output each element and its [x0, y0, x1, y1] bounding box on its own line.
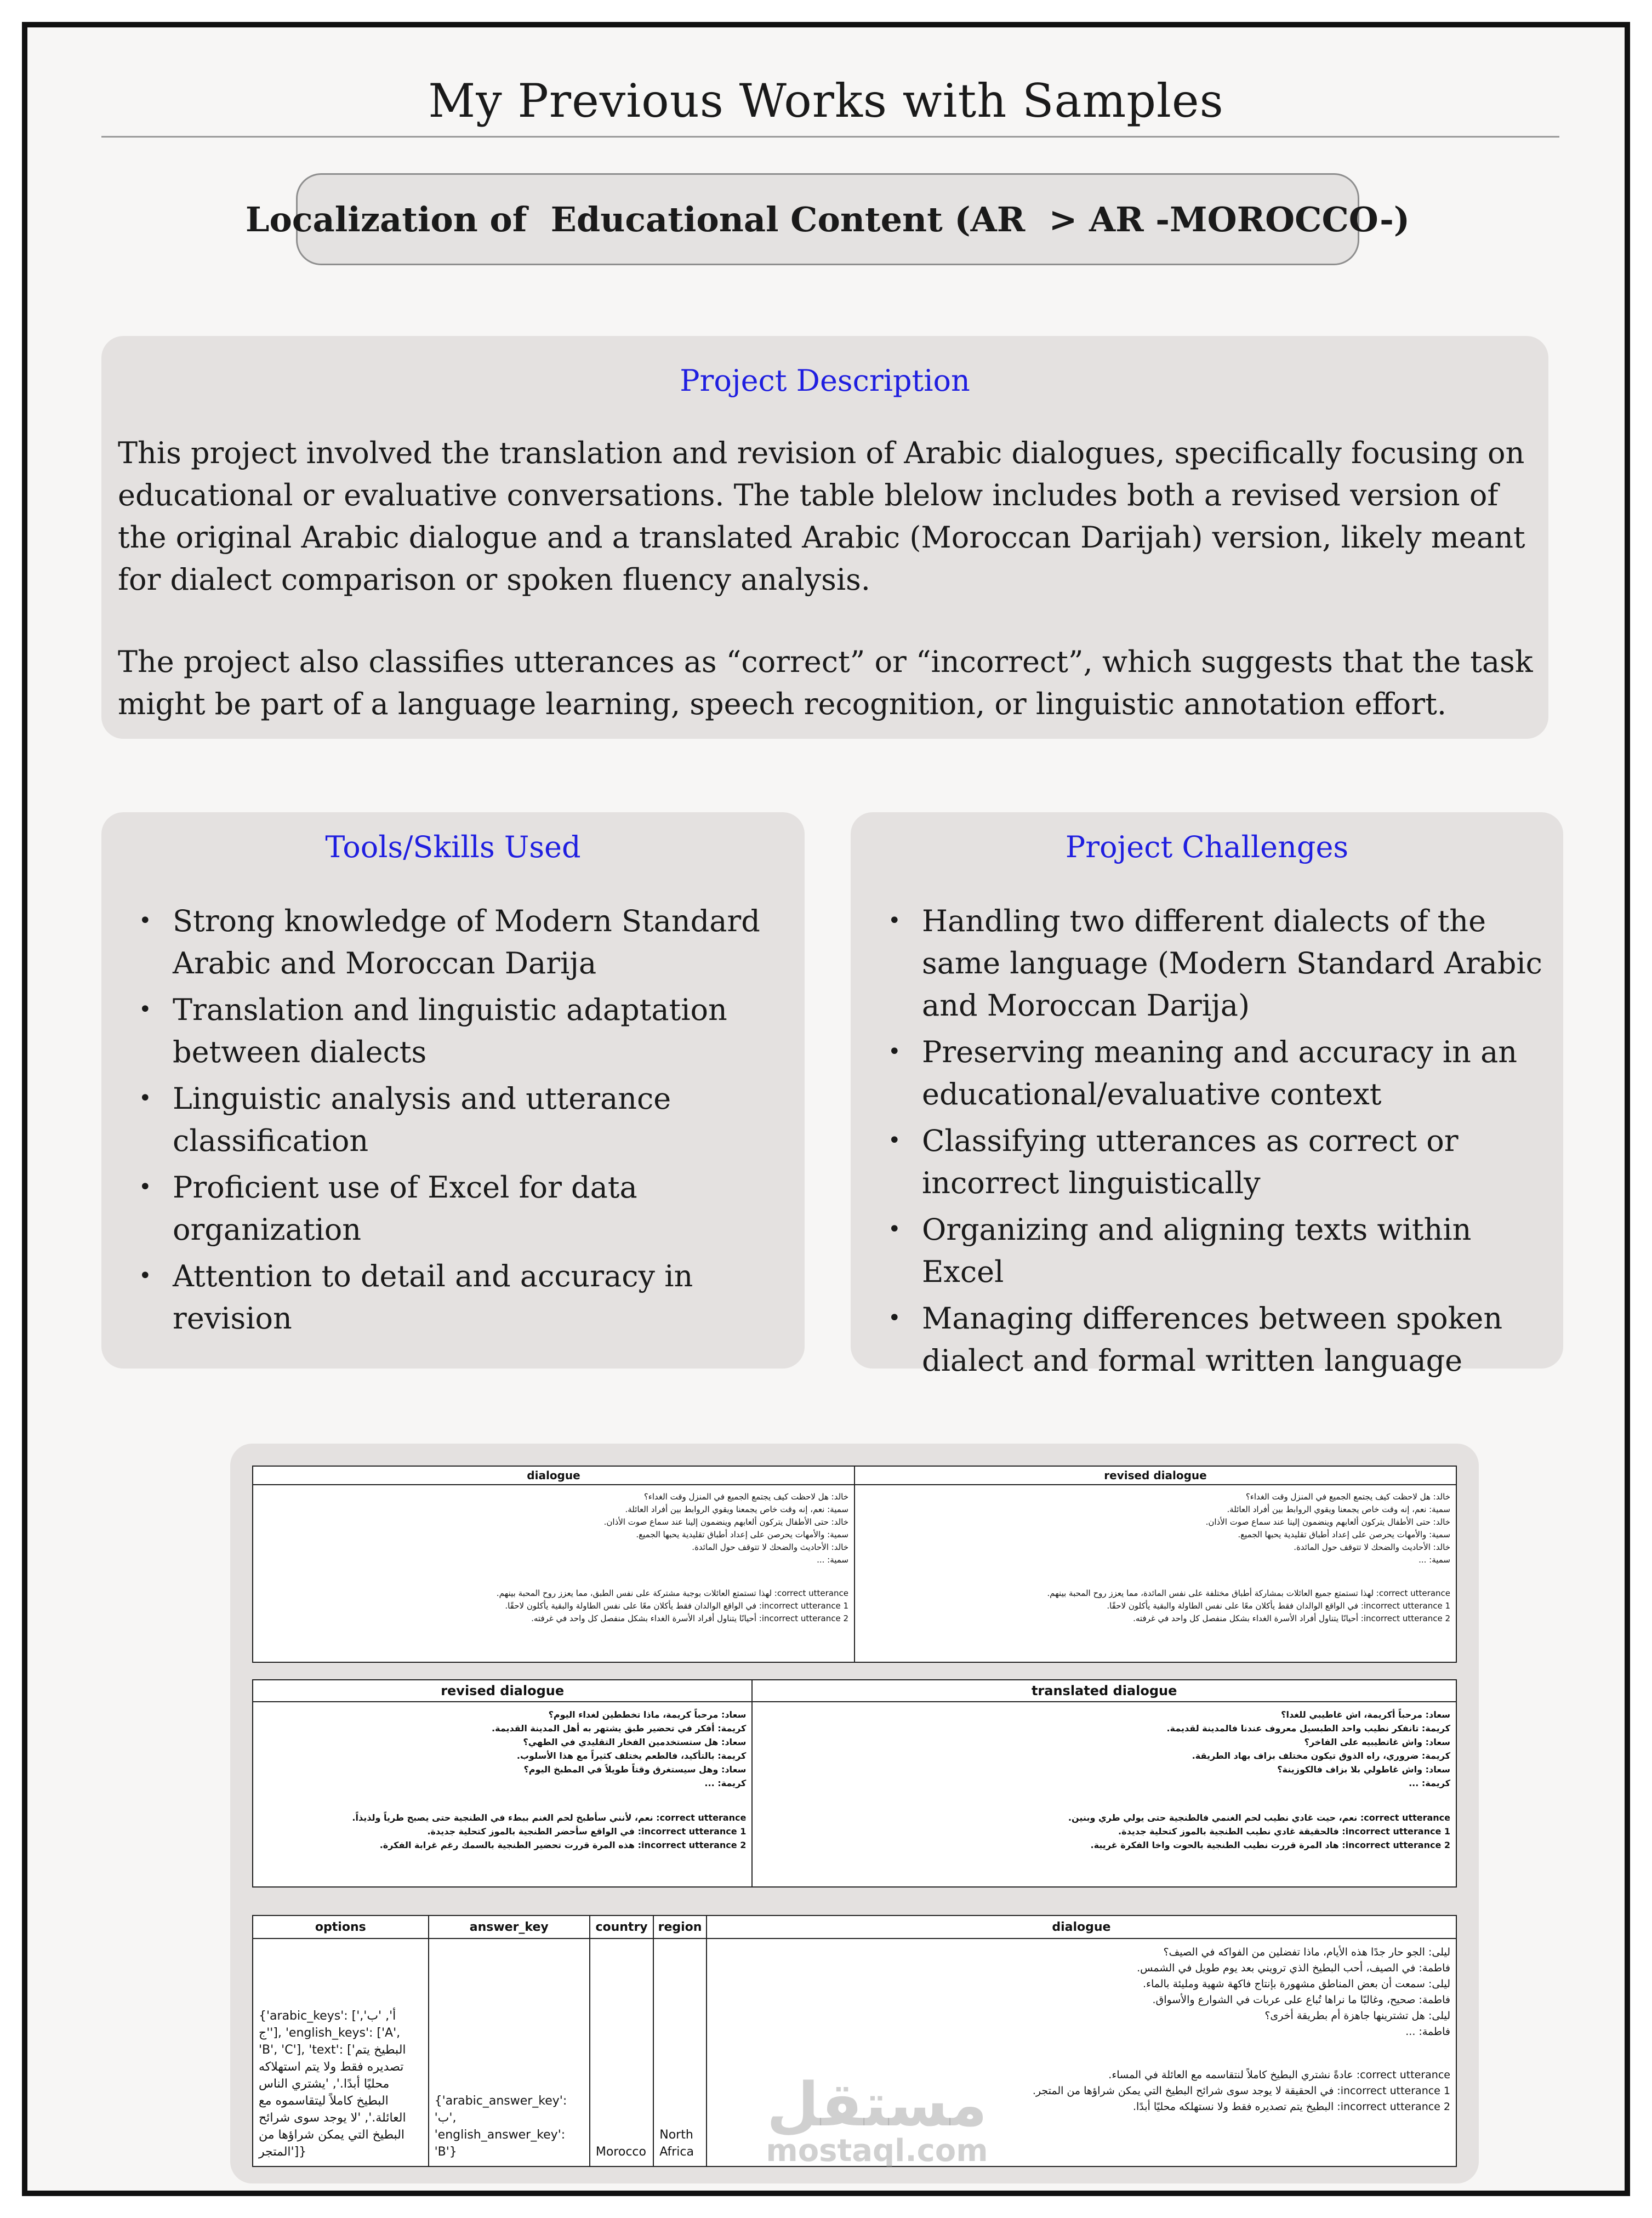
column-header: dialogue: [707, 1915, 1456, 1938]
dialogue-cell: [253, 1485, 855, 1662]
utterance-label: correct utterance: [777, 1588, 848, 1598]
bullet-icon: •: [888, 1305, 901, 1331]
bullet-icon: •: [888, 1128, 901, 1153]
utterance-label: incorrect utterance 1: [1340, 2085, 1450, 2097]
dialogue-line: كريمة: أفكر في تحضير طبق يشتهر به أهل المدينة القديمة.: [492, 1723, 747, 1734]
utterance-line: correct utterance: لهذا تستمتع العائلات بوجبة مشتركة على نفس الطبق، مما يعزز روح المحبة بينهم.: [496, 1588, 848, 1598]
dialogue-line: سعاد: مرحباً أكريمة، اش غاطيبي للغدا؟: [1281, 1709, 1450, 1720]
dialogue-line: سعاد: واش غاطولي بلا بزاف فالكوزينة؟: [1277, 1764, 1450, 1775]
dialogue-line: كريمة: بالتأكيد، فالطعم يختلف كثيراً مع هذا الأسلوب.: [516, 1751, 747, 1761]
utterance-line: incorrect utterance 1: في الواقع الوالدان فقط يأكلان معًا على نفس الطاولة والبقية يأكلون لاحقًا.: [505, 1601, 848, 1611]
dialogue-line: ليلى: الجو حار جدًا هذه الأيام، ماذا تفضلين من الفواكه في الصيف؟: [1163, 1946, 1450, 1958]
list-item: • Managing differences between spoken dialect and formal written language: [884, 1297, 1552, 1382]
description-heading: Project Description: [680, 363, 970, 398]
dialogue-line: سمية: ...: [817, 1555, 848, 1565]
utterance-line: incorrect utterance 2: أحيانًا يتناول أفراد الأسرة الغداء بشكل منفصل كل واحد في غرفته.: [531, 1613, 848, 1623]
utterance-line: incorrect utterance 2: هاد المرة قررت نطيب الطنجية بالحوت واخا الفكرة غريبة.: [1090, 1840, 1450, 1850]
description-paragraph-2: The project also classifies utterances as “correct” or “incorrect”, which suggests that the task might be part of a language learning, speech recognition, or linguistic annotation effort.: [118, 645, 1533, 721]
dialogue-line: سعاد: مرحباً كريمة، ماذا تخططين لغداء اليوم؟: [548, 1709, 747, 1720]
dialogue-line: سمية: نعم، إنه وقت خاص يجمعنا ويقوي الروابط بين أفراد العائلة.: [625, 1504, 848, 1514]
challenges-list: [884, 900, 1552, 1386]
project-title-box: Localization of Educational Content (AR > AR -MOROCCO-): [296, 173, 1359, 265]
page-title: My Previous Works with Samples: [428, 74, 1224, 128]
utterance-label: correct utterance: [1360, 2069, 1450, 2081]
utterance-label: incorrect utterance 2: [641, 1840, 747, 1850]
answer-key-cell: {'arabic_answer_key': 'ب', 'english_answer_key': 'B'}: [429, 1938, 590, 2166]
utterance-label: incorrect utterance 2: [1363, 1613, 1450, 1623]
column-header: revised dialogue: [253, 1680, 752, 1702]
bullet-icon: •: [139, 1263, 152, 1288]
bullet-icon: •: [139, 908, 152, 933]
mostaql-watermark: [740, 2069, 1014, 2169]
utterance-label: correct utterance: [659, 1812, 747, 1823]
dialogue-line: خالد: حتى الأطفال يتركون ألعابهم وينضمون إلينا عند سماع صوت الأذان.: [603, 1517, 848, 1527]
dialogue-line: كريمة: ضروري، راه الذوق تيكون مختلف بزاف بهاد الطريقة.: [1192, 1751, 1450, 1761]
utterance-line: incorrect utterance 2: البطيخ يتم تصديره فقط ولا نستهلكه محليًا أبدًا.: [1132, 2101, 1450, 2113]
utterance-label: correct utterance: [1364, 1812, 1450, 1823]
project-description-card: [101, 336, 1548, 739]
utterance-line: correct utterance: نعم، لأنني سأطبخ لحم الغنم ببطء في الطنجية حتى يصبح طرياً ولذيذاً.: [352, 1812, 747, 1823]
utterance-label: incorrect utterance 2: [1345, 1840, 1450, 1850]
dialogue-line: سعاد: هل ستستخدمين الفخار التقليدي في الطهي؟: [523, 1737, 747, 1747]
list-item: • Handling two different dialects of the same language (Modern Standard Arabic and Moroccan Darija): [884, 900, 1552, 1027]
country-cell: Morocco: [590, 1938, 653, 2166]
utterance-label: incorrect utterance 2: [1340, 2101, 1450, 2113]
dialogue-line: خالد: الأحاديث والضحك لا تتوقف حول المائدة.: [1294, 1542, 1450, 1552]
list-item: • Translation and linguistic adaptation between dialects: [134, 989, 797, 1073]
dialogue-line: سعاد: وهل سيستغرق وقتاً طويلاً في المطبخ اليوم؟: [523, 1764, 747, 1775]
dialogue-line: سمية: نعم، إنه وقت خاص يجمعنا ويقوي الروابط بين أفراد العائلة.: [1227, 1504, 1450, 1514]
sample-table-1: [252, 1466, 1457, 1663]
utterance-label: incorrect utterance 1: [1363, 1601, 1450, 1611]
column-header: region: [653, 1915, 707, 1938]
list-item: • Attention to detail and accuracy in revision: [134, 1255, 797, 1339]
column-header: dialogue: [253, 1466, 855, 1485]
sample-table-2: [252, 1679, 1457, 1888]
list-item: • Classifying utterances as correct or incorrect linguistically: [884, 1120, 1552, 1204]
bullet-icon: •: [139, 1086, 152, 1111]
utterance-line: correct utterance: لهذا تستمتع جميع العائلات بمشاركة أطباق مختلفة على نفس المائدة، مما يعزز روح المحبة بينهم.: [1047, 1588, 1450, 1598]
tools-skills-card: [101, 812, 805, 1369]
dialogue-line: كريمة: ...: [1409, 1778, 1450, 1788]
utterance-label: incorrect utterance 2: [761, 1613, 848, 1623]
utterance-line: incorrect utterance 1: في الواقع سأحضر الطنجية بالموز كتحلية جديدة.: [427, 1826, 747, 1837]
column-header: translated dialogue: [752, 1680, 1456, 1702]
dialogue-line: خالد: حتى الأطفال يتركون ألعابهم وينضمون إلينا عند سماع صوت الأذان.: [1205, 1517, 1450, 1527]
dialogue-line: ليلى: سمعت أن بعض المناطق مشهورة بإنتاج فاكهة شهية ومليئة بالماء.: [1142, 1978, 1450, 1990]
revised-dialogue-cell: [253, 1702, 752, 1887]
dialogue-line: خالد: الأحاديث والضحك لا تتوقف حول المائدة.: [692, 1542, 848, 1552]
utterance-line: correct utterance: نعم، حيت غادي نطيب لحم الغنمي فالطنجية حتى يولي طري وبنين.: [1068, 1812, 1450, 1823]
revised-dialogue-cell: [855, 1485, 1456, 1662]
column-header: revised dialogue: [855, 1466, 1456, 1485]
dialogue-line: سمية: والأمهات يحرصن على إعداد أطباق تقليدية يحبها الجميع.: [636, 1530, 848, 1540]
utterance-line: correct utterance: عادةً نشتري البطيخ كاملاً لنتقاسمه مع العائلة في المساء.: [1108, 2069, 1450, 2081]
project-challenges-card: [851, 812, 1563, 1378]
utterance-label: incorrect utterance 1: [641, 1826, 747, 1837]
dialogue-line: كريمة: تانفكر نطيب واحد الطبسيل معروف عندنا فالمدينة لقديمة.: [1166, 1723, 1450, 1734]
utterance-line: incorrect utterance 2: أحيانًا يتناول أفراد الأسرة الغداء بشكل منفصل كل واحد في غرفته.: [1133, 1613, 1450, 1623]
dialogue-line: سمية: والأمهات يحرصن على إعداد أطباق تقليدية يحبها الجميع.: [1238, 1530, 1450, 1540]
tools-list: [134, 900, 797, 1344]
column-header: answer_key: [429, 1915, 590, 1938]
utterance-line: incorrect utterance 2: هذه المرة قررت تحضير الطنجية بالسمك رغم غرابة الفكرة.: [379, 1840, 747, 1850]
list-item: • Organizing and aligning texts within Excel: [884, 1208, 1552, 1293]
dialogue-line: فاطمة: ...: [1405, 2026, 1450, 2038]
sample-sheet-1: [252, 1466, 1457, 1663]
utterance-label: incorrect utterance 1: [761, 1601, 848, 1611]
description-paragraph-1: This project involved the translation and revision of Arabic dialogues, specifically focusing on educational or evaluative conversations. The table blelow includes both a revised version of the original Arabic dialogue and a translated Arabic (Moroccan Darijah) version, likely meant for dialect comparison or spoken fluency analysis.: [118, 436, 1525, 597]
dialogue-line: كريمة: ...: [704, 1778, 747, 1788]
page-frame: [22, 22, 1630, 2196]
utterance-line: incorrect utterance 1: في الواقع الوالدان فقط يأكلان معًا على نفس الطاولة والبقية يأكلون لاحقًا.: [1107, 1601, 1450, 1611]
column-header: country: [590, 1915, 653, 1938]
utterance-line: incorrect utterance 1: في الحقيقة لا يوجد سوى شرائح البطيخ التي يمكن شراؤها من المتجر.: [1032, 2085, 1450, 2097]
dialogue-line: فاطمة: صحيح، وغالبًا ما نراها تُباع على عربات في الشوارع والأسواق.: [1152, 1994, 1450, 2006]
tools-heading: Tools/Skills Used: [325, 830, 581, 864]
dialogue-line: خالد: هل لاحظت كيف يجتمع الجميع في المنزل وقت الغداء؟: [1245, 1492, 1450, 1502]
list-item: • Preserving meaning and accuracy in an educational/evaluative context: [884, 1031, 1552, 1115]
utterance-line: incorrect utterance 1: فالحقيقة غادي نطيب الطنجية بالموز كتحلية جديدة.: [1118, 1826, 1450, 1837]
list-item: • Strong knowledge of Modern Standard Arabic and Moroccan Darija: [134, 900, 797, 984]
dialogue-line: فاطمة: في الصيف، أحب البطيخ الذي ترويني بعد يوم طويل في الشمس.: [1137, 1962, 1450, 1974]
dialogue-line: سمية: ...: [1419, 1555, 1450, 1565]
list-item: • Proficient use of Excel for data organization: [134, 1166, 797, 1251]
list-item: • Linguistic analysis and utterance classification: [134, 1077, 797, 1162]
bullet-icon: •: [139, 997, 152, 1022]
dialogue-line: خالد: هل لاحظت كيف يجتمع الجميع في المنزل وقت الغداء؟: [643, 1492, 848, 1502]
title-divider: [101, 136, 1559, 138]
utterance-label: correct utterance: [1378, 1588, 1450, 1598]
translated-dialogue-cell: [752, 1702, 1456, 1887]
utterance-label: incorrect utterance 1: [1345, 1826, 1450, 1837]
watermark-latin: mostaql.com: [766, 2133, 988, 2169]
sample-sheet-2: [252, 1679, 1457, 1888]
dialogue-line: ليلى: هل تشترينها جاهزة أم بطريقة أخرى؟: [1264, 2010, 1450, 2022]
bullet-icon: •: [888, 908, 901, 933]
region-cell: North Africa: [653, 1938, 707, 2166]
challenges-heading: Project Challenges: [1065, 830, 1349, 864]
options-cell: {'arabic_keys': ['أ', 'ب', 'ج'], 'english_keys': ['A', 'B', 'C'], 'text': ['البطيخ يتم تصديره فقط ولا يتم استهلاكه محليًا أبدًا.', 'يشتري الناس البطيخ كاملاً ليتقاسموه مع العائلة.', 'لا يوجد سوى شرائح البطيخ التي يمكن شراؤها من المتجر']}: [253, 1938, 429, 2166]
bullet-icon: •: [139, 1174, 152, 1200]
bullet-icon: •: [888, 1217, 901, 1242]
column-header: options: [253, 1915, 429, 1938]
bullet-icon: •: [888, 1039, 901, 1064]
dialogue-line: سعاد: واش غاتطيبيه على الفاخر؟: [1304, 1737, 1450, 1747]
watermark-arabic: مستقل: [766, 2069, 988, 2140]
